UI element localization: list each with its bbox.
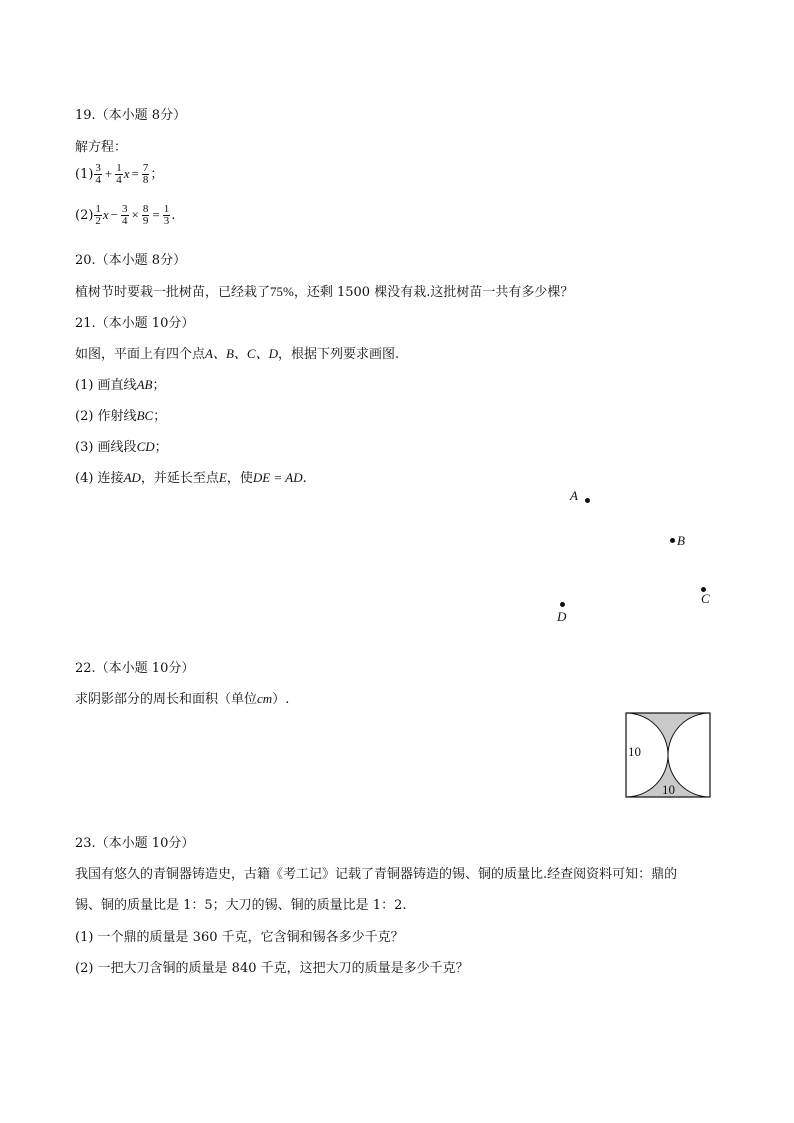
q21-intro-a: 如图，平面上有四个点 bbox=[75, 347, 206, 362]
q21-item-3: (3) 画线段CD； bbox=[75, 439, 168, 455]
left-side-label: 10 bbox=[628, 744, 641, 759]
eq1-prefix: (1) bbox=[75, 167, 94, 182]
eq2-minus: − bbox=[110, 207, 119, 222]
point-a-dot bbox=[585, 498, 590, 503]
q21-intro-points: A、B、C、D bbox=[205, 346, 278, 361]
eq2-end: . bbox=[171, 208, 176, 223]
q22-text bbox=[75, 688, 289, 707]
point-c-label: C bbox=[701, 591, 710, 606]
point-d-dot bbox=[560, 602, 565, 607]
q22-header: 22.（本小题 10分） bbox=[75, 661, 195, 676]
eq2-fraction-c: $\frac{8}{9}$ bbox=[142, 203, 149, 227]
q21-intro bbox=[75, 343, 399, 362]
eq1-fraction-c: $\frac{7}{8}$ bbox=[142, 162, 149, 186]
point-d-label: D bbox=[557, 609, 567, 624]
eq1-var: x bbox=[123, 166, 130, 181]
eq2-times: × bbox=[131, 207, 139, 222]
q19-equation-2 bbox=[75, 204, 175, 227]
point-a-label: A bbox=[570, 488, 578, 503]
eq1-end: ； bbox=[150, 167, 164, 182]
eq2-var: x bbox=[102, 207, 109, 222]
q21-intro-b: ，根据下列要求画图. bbox=[277, 347, 400, 362]
eq1-plus: + bbox=[104, 166, 113, 181]
q20-text-a: 植树节时要栽一批树苗，已经栽了 bbox=[75, 285, 271, 300]
q21-item-3-math: CD bbox=[136, 439, 155, 454]
eq1-equals: = bbox=[131, 166, 139, 181]
q21-item-2-math: BC bbox=[136, 408, 154, 423]
q19-header: 19.（本小题 8分） bbox=[75, 108, 187, 123]
q19-instruction: 解方程： bbox=[75, 140, 128, 155]
eq2-fraction-a: $\frac{1}{2}$ bbox=[95, 203, 101, 227]
q19-equation-1 bbox=[75, 163, 163, 186]
q21-header: 21.（本小题 10分） bbox=[75, 316, 195, 331]
shaded-square-figure bbox=[620, 708, 716, 804]
q21-item-1: (1) 画直线AB； bbox=[75, 377, 166, 393]
q23-item-1: (1) 一个鼎的质量是 360 千克，它含铜和锡各多少千克？ bbox=[75, 930, 404, 945]
eq2-fraction-b: $\frac{3}{4}$ bbox=[122, 203, 128, 227]
q22-unit: cm bbox=[257, 691, 273, 706]
q23-item-2: (2) 一把大刀含铜的质量是 840 千克，这把大刀的质量是多少千克？ bbox=[75, 961, 469, 976]
q20-percent: 75% bbox=[270, 284, 294, 299]
q22-text-a: 求阴影部分的周长和面积（单位 bbox=[75, 692, 258, 707]
eq1-fraction-b: $\frac{1}{4}$ bbox=[116, 162, 122, 186]
eq2-prefix: (2) bbox=[75, 208, 94, 223]
q20-text bbox=[75, 281, 573, 300]
eq2-fraction-d: $\frac{1}{3}$ bbox=[163, 203, 170, 227]
eq1-fraction-a: $\frac{3}{4}$ bbox=[95, 162, 101, 186]
q21-item-4-math2: E bbox=[218, 470, 227, 485]
q20-header: 20.（本小题 8分） bbox=[75, 253, 187, 268]
q21-item-2: (2) 作射线BC； bbox=[75, 408, 167, 424]
point-b-dot bbox=[670, 538, 675, 543]
q20-text-b: ，还剩 1500 棵没有栽.这批树苗一共有多少棵？ bbox=[293, 285, 574, 300]
q23-header: 23.（本小题 10分） bbox=[75, 836, 195, 851]
point-b-label: B bbox=[677, 533, 685, 548]
q23-paragraph-line-1: 我国有悠久的青铜器铸造史，古籍《考工记》记载了青铜器铸造的锡、铜的质量比.经查阅资料可知：鼎的 bbox=[75, 867, 678, 882]
eq2-equals: = bbox=[152, 207, 160, 222]
q21-item-4-math: AD bbox=[123, 470, 141, 485]
q22-text-b: ）. bbox=[272, 692, 290, 707]
bottom-side-label: 10 bbox=[662, 782, 675, 797]
q23-paragraph-line-2: 锡、铜的质量比是 1：5；大刀的锡、铜的质量比是 1：2. bbox=[75, 898, 407, 913]
q21-item-1-math: AB bbox=[136, 377, 153, 392]
q21-item-4: (4) 连接AD，并延长至点E，使DE = AD. bbox=[75, 470, 307, 486]
q21-item-4-math3: DE = AD bbox=[252, 470, 303, 485]
